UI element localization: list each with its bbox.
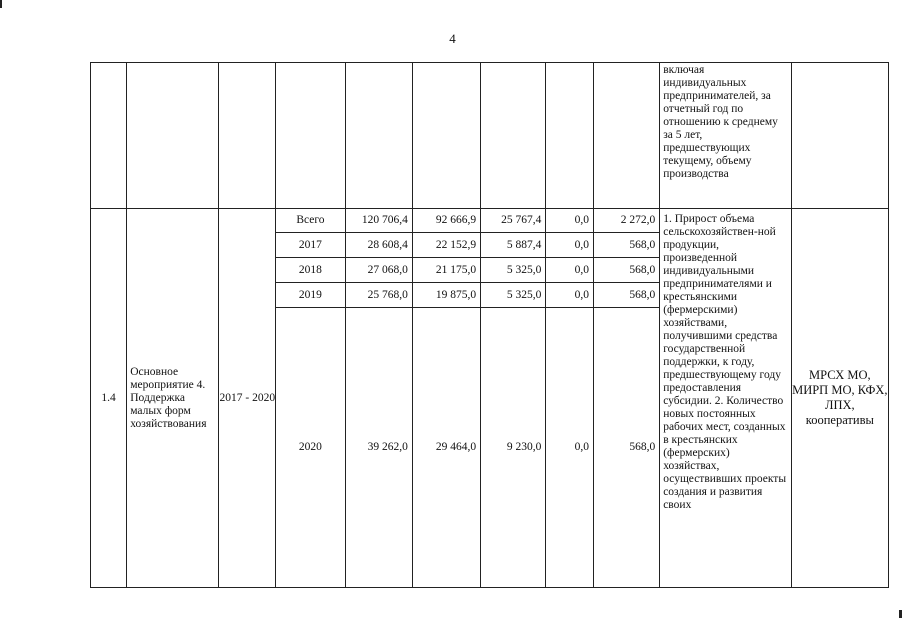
year-label: 2020 bbox=[276, 308, 345, 588]
scan-mark-left bbox=[0, 0, 2, 8]
total-cell: 28 608,4 bbox=[345, 233, 412, 258]
source3-cell: 0,0 bbox=[546, 258, 594, 283]
source3-cell: 0,0 bbox=[546, 308, 594, 588]
program-table bbox=[90, 62, 889, 588]
measure-name: Основное мероприятие 4. Поддержка малых форм хозяйствования bbox=[127, 209, 219, 588]
total-cell: 27 068,0 bbox=[345, 258, 412, 283]
source2-cell: 9 230,0 bbox=[481, 308, 546, 588]
continuation-row bbox=[91, 63, 889, 209]
table-row bbox=[91, 209, 889, 233]
continuation-indicator: включая индивидуальных предпринимателей, за отчетный год по отношению к среднему за 5 лет, предшествующих текущему, объему производства bbox=[660, 63, 791, 209]
executors: МРСХ МО, МИРП МО, КФХ, ЛПХ, кооперативы bbox=[791, 209, 888, 588]
source1-cell: 21 175,0 bbox=[412, 258, 480, 283]
year-label: 2017 bbox=[276, 233, 345, 258]
source4-cell: 2 272,0 bbox=[593, 209, 659, 233]
source2-cell: 25 767,4 bbox=[481, 209, 546, 233]
page-number: 4 bbox=[449, 31, 456, 46]
source3-cell: 0,0 bbox=[546, 209, 594, 233]
total-cell: 25 768,0 bbox=[345, 283, 412, 308]
year-label: 2018 bbox=[276, 258, 345, 283]
row-number: 1.4 bbox=[91, 209, 127, 588]
source3-cell: 0,0 bbox=[546, 233, 594, 258]
source1-cell: 29 464,0 bbox=[412, 308, 480, 588]
total-cell: 120 706,4 bbox=[345, 209, 412, 233]
period: 2017 - 2020 bbox=[219, 209, 276, 588]
source1-cell: 22 152,9 bbox=[412, 233, 480, 258]
source2-cell: 5 887,4 bbox=[481, 233, 546, 258]
source4-cell: 568,0 bbox=[593, 308, 659, 588]
source4-cell: 568,0 bbox=[593, 283, 659, 308]
indicators: 1. Прирост объема сельскохозяйствен-ной продукции, произведенной индивидуальными предпринимателями и крестьянскими (фермерскими) хозяйствами, получившими средства государственной поддержки, к году, предшествующему году предоставления субсидии. 2. Количество новых постоянных рабочих мест, созданных в крестьянских (фермерских) хозяйствах, осуществивших проекты создания и развития своих bbox=[660, 209, 791, 588]
source1-cell: 92 666,9 bbox=[412, 209, 480, 233]
year-label: Всего bbox=[276, 209, 345, 233]
total-cell: 39 262,0 bbox=[345, 308, 412, 588]
source4-cell: 568,0 bbox=[593, 258, 659, 283]
source3-cell: 0,0 bbox=[546, 283, 594, 308]
source4-cell: 568,0 bbox=[593, 233, 659, 258]
source2-cell: 5 325,0 bbox=[481, 258, 546, 283]
scan-mark-right bbox=[899, 610, 902, 618]
year-label: 2019 bbox=[276, 283, 345, 308]
source2-cell: 5 325,0 bbox=[481, 283, 546, 308]
source1-cell: 19 875,0 bbox=[412, 283, 480, 308]
